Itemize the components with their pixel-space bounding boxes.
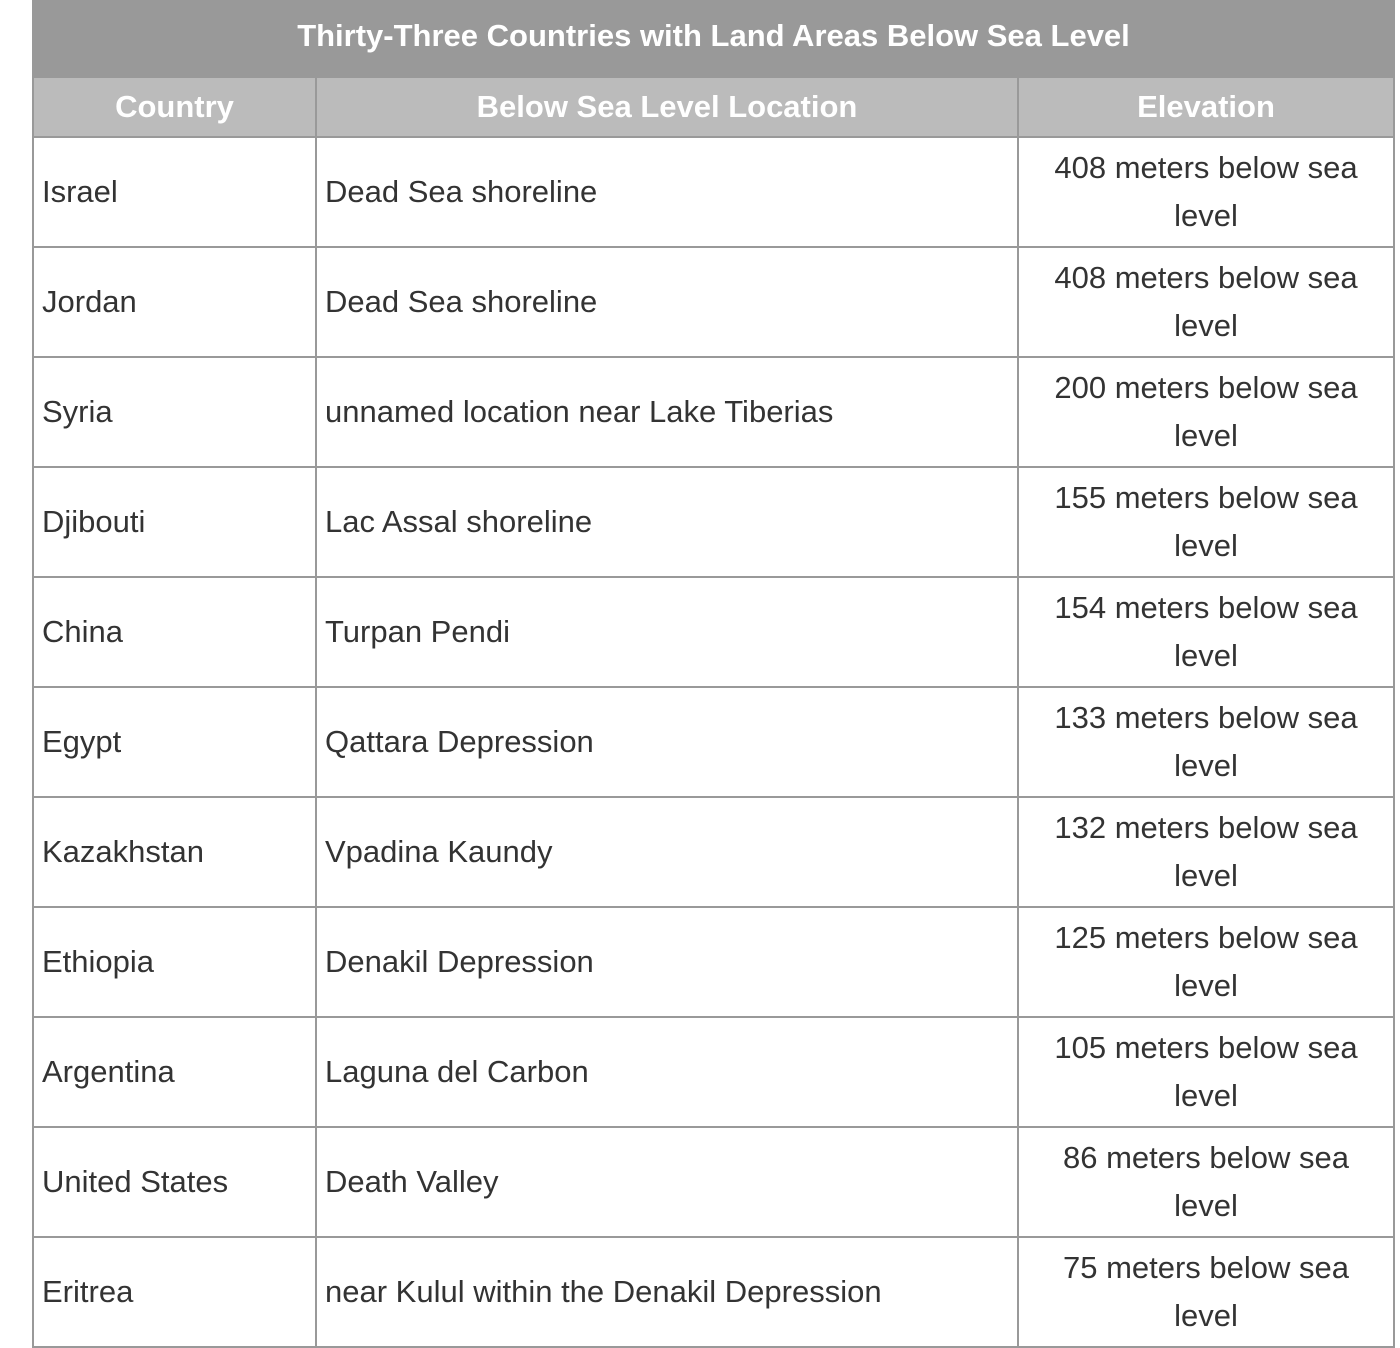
cell-location: Lac Assal shoreline xyxy=(316,467,1018,577)
cell-elevation: 408 meters below sea level xyxy=(1018,137,1394,247)
table-title: Thirty-Three Countries with Land Areas Below Sea Level xyxy=(32,0,1395,76)
table-header xyxy=(33,77,1394,137)
table-row xyxy=(33,137,1394,247)
cell-country: Eritrea xyxy=(33,1237,316,1347)
table-row xyxy=(33,907,1394,1017)
cell-location: Dead Sea shoreline xyxy=(316,247,1018,357)
cell-country: Kazakhstan xyxy=(33,797,316,907)
cell-elevation: 154 meters below sea level xyxy=(1018,577,1394,687)
column-header-location: Below Sea Level Location xyxy=(316,77,1018,137)
cell-location: near Kulul within the Denakil Depression xyxy=(316,1237,1018,1347)
cell-elevation: 105 meters below sea level xyxy=(1018,1017,1394,1127)
cell-country: Israel xyxy=(33,137,316,247)
table-row xyxy=(33,687,1394,797)
cell-country: Syria xyxy=(33,357,316,467)
table-row xyxy=(33,247,1394,357)
cell-location: Death Valley xyxy=(316,1127,1018,1237)
cell-location: Dead Sea shoreline xyxy=(316,137,1018,247)
cell-location: Laguna del Carbon xyxy=(316,1017,1018,1127)
elevation-table-container xyxy=(32,0,1393,1348)
cell-country: China xyxy=(33,577,316,687)
cell-elevation: 86 meters below sea level xyxy=(1018,1127,1394,1237)
table-body xyxy=(33,137,1394,1347)
table-row xyxy=(33,1237,1394,1347)
cell-location: Denakil Depression xyxy=(316,907,1018,1017)
header-row xyxy=(33,77,1394,137)
cell-elevation: 408 meters below sea level xyxy=(1018,247,1394,357)
cell-elevation: 133 meters below sea level xyxy=(1018,687,1394,797)
cell-location: Qattara Depression xyxy=(316,687,1018,797)
cell-country: Djibouti xyxy=(33,467,316,577)
table-row xyxy=(33,797,1394,907)
cell-elevation: 125 meters below sea level xyxy=(1018,907,1394,1017)
cell-location: unnamed location near Lake Tiberias xyxy=(316,357,1018,467)
cell-country: Argentina xyxy=(33,1017,316,1127)
cell-elevation: 132 meters below sea level xyxy=(1018,797,1394,907)
cell-country: Jordan xyxy=(33,247,316,357)
table-row xyxy=(33,577,1394,687)
table-row xyxy=(33,1127,1394,1237)
table-row xyxy=(33,1017,1394,1127)
cell-country: United States xyxy=(33,1127,316,1237)
column-header-elevation: Elevation xyxy=(1018,77,1394,137)
cell-country: Egypt xyxy=(33,687,316,797)
cell-elevation: 155 meters below sea level xyxy=(1018,467,1394,577)
cell-location: Vpadina Kaundy xyxy=(316,797,1018,907)
cell-elevation: 200 meters below sea level xyxy=(1018,357,1394,467)
cell-country: Ethiopia xyxy=(33,907,316,1017)
table-row xyxy=(33,357,1394,467)
table-row xyxy=(33,467,1394,577)
cell-location: Turpan Pendi xyxy=(316,577,1018,687)
elevation-table xyxy=(32,0,1395,1348)
cell-elevation: 75 meters below sea level xyxy=(1018,1237,1394,1347)
column-header-country: Country xyxy=(33,77,316,137)
